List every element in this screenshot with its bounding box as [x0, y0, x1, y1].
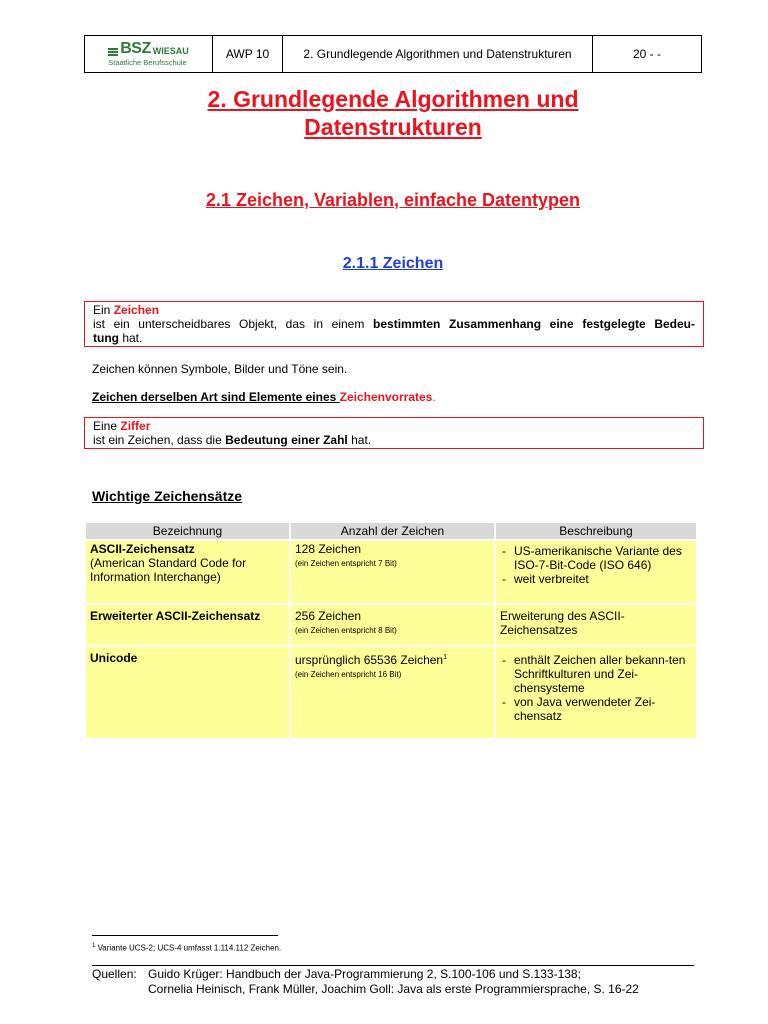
- table-header: Bezeichnung: [86, 523, 290, 540]
- footnote-ref: 1: [443, 654, 448, 661]
- footnote-mark: 1: [92, 943, 96, 949]
- def-lead: Ein: [93, 303, 114, 317]
- table-cell-desc: [495, 604, 696, 646]
- charset-name: ASCII-Zeichensatz: [90, 542, 195, 556]
- table-cell-name: [86, 540, 290, 604]
- def-text-end: hat.: [119, 331, 143, 345]
- footnote-separator: [92, 935, 278, 936]
- table-header: Anzahl der Zeichen: [290, 523, 495, 540]
- paragraph-charset-bold: Zeichen derselben Art sind Elemente eines: [92, 390, 340, 404]
- charset-count-note: (ein Zeichen entspricht 16 Bit): [295, 670, 402, 679]
- charset-desc: Erweiterung des ASCII-Zeichensatzes: [500, 609, 625, 637]
- footnote: [92, 941, 281, 954]
- sources-label: Quellen:: [92, 967, 137, 981]
- list-item: - enthält Zeichen aller bekann-ten Schriftkulturen und Zei-chensysteme: [500, 653, 692, 695]
- chapter-title-line1: 2. Grundlegende Algorithmen und: [207, 86, 579, 112]
- charset-count-note: (ein Zeichen entspricht 7 Bit): [295, 559, 397, 568]
- charset-count: 256 Zeichen: [295, 609, 362, 623]
- definition-box-zeichen: [84, 301, 704, 347]
- def-bold: Bedeutung einer Zahl: [225, 433, 348, 447]
- bsz-logo: [108, 41, 189, 67]
- list-item: - von Java verwendeter Zei-chensatz: [500, 695, 692, 723]
- table-row: [86, 604, 696, 646]
- logo-text: BSZ: [120, 40, 151, 57]
- charset-table: [86, 523, 696, 738]
- paragraph-charset: [92, 390, 702, 404]
- table-header-row: [86, 523, 696, 540]
- def-bold: bestimmten Zusammenhang eine festgelegte Bedeu-: [373, 317, 696, 331]
- sources-line: Cornelia Heinisch, Frank Müller, Joachim Goll: Java als erste Programmiersprache, S. 16-22: [148, 982, 639, 996]
- chapter-title: [84, 85, 702, 141]
- header-subject: AWP 10: [213, 36, 283, 72]
- table-header: Beschreibung: [495, 523, 696, 540]
- sources-separator: [92, 965, 694, 966]
- def-term: Zeichen: [113, 303, 160, 317]
- table-row: [86, 540, 696, 604]
- charset-name-sub: (American Standard Code for Information Interchange): [90, 556, 247, 584]
- definition-box-ziffer: [84, 417, 704, 449]
- charset-name: Unicode: [90, 651, 138, 665]
- header-title: 2. Grundlegende Algorithmen und Datenstrukturen: [283, 36, 593, 72]
- list-item: - US-amerikanische Variante des ISO-7-Bit-Code (ISO 646): [500, 544, 692, 572]
- def-text: ist ein Zeichen, dass die: [93, 433, 226, 447]
- paragraph-charset-term: Zeichenvorrates: [339, 390, 433, 404]
- table-cell-count: [290, 540, 495, 604]
- charset-count-note: (ein Zeichen entspricht 8 Bit): [295, 626, 397, 635]
- def-text: ist ein unterscheidbares Objekt, das in einem: [93, 317, 374, 331]
- logo-subtitle: Staatliche Berufsschule: [108, 58, 187, 67]
- footnote-text: Variante UCS-2; UCS-4 umfasst 1.114.112 Zeichen.: [95, 943, 282, 953]
- logo-cell: [85, 36, 213, 72]
- list-item: - weit verbreitet: [500, 572, 692, 586]
- charsets-heading: Wichtige Zeichensätze: [92, 488, 243, 504]
- table-cell-count: [290, 646, 495, 738]
- table-cell-count: [290, 604, 495, 646]
- header-page-number: 20 - -: [632, 47, 661, 61]
- logo-mark-icon: [108, 47, 118, 57]
- logo-place: WIESAU: [152, 46, 189, 56]
- table-cell-name: [86, 646, 290, 738]
- table-cell-desc: [495, 540, 696, 604]
- table-cell-desc: [495, 646, 696, 738]
- table-cell-name: [86, 604, 290, 646]
- def-text-end: hat.: [347, 433, 372, 447]
- sources: [92, 967, 639, 997]
- def-bold-cont: tung: [93, 331, 119, 345]
- paragraph-charset-end: .: [432, 390, 436, 404]
- charset-count: 128 Zeichen: [295, 542, 362, 556]
- charset-count: ursprünglich 65536 Zeichen: [295, 653, 444, 667]
- section-title: 2.1 Zeichen, Variablen, einfache Datentypen: [205, 190, 581, 210]
- paragraph-symbols: Zeichen können Symbole, Bilder und Töne sein.: [92, 362, 348, 376]
- def-lead: Eine: [93, 419, 121, 433]
- chapter-title-line2: Datenstrukturen: [304, 114, 482, 140]
- charset-name: Erweiterter ASCII-Zeichensatz: [90, 609, 261, 623]
- page-header: [84, 35, 702, 73]
- table-row: [86, 646, 696, 738]
- subsection-title: 2.1.1 Zeichen: [342, 255, 444, 272]
- def-term: Ziffer: [120, 419, 151, 433]
- sources-line: Guido Krüger: Handbuch der Java-Programmierung 2, S.100-106 und S.133-138;: [148, 967, 581, 981]
